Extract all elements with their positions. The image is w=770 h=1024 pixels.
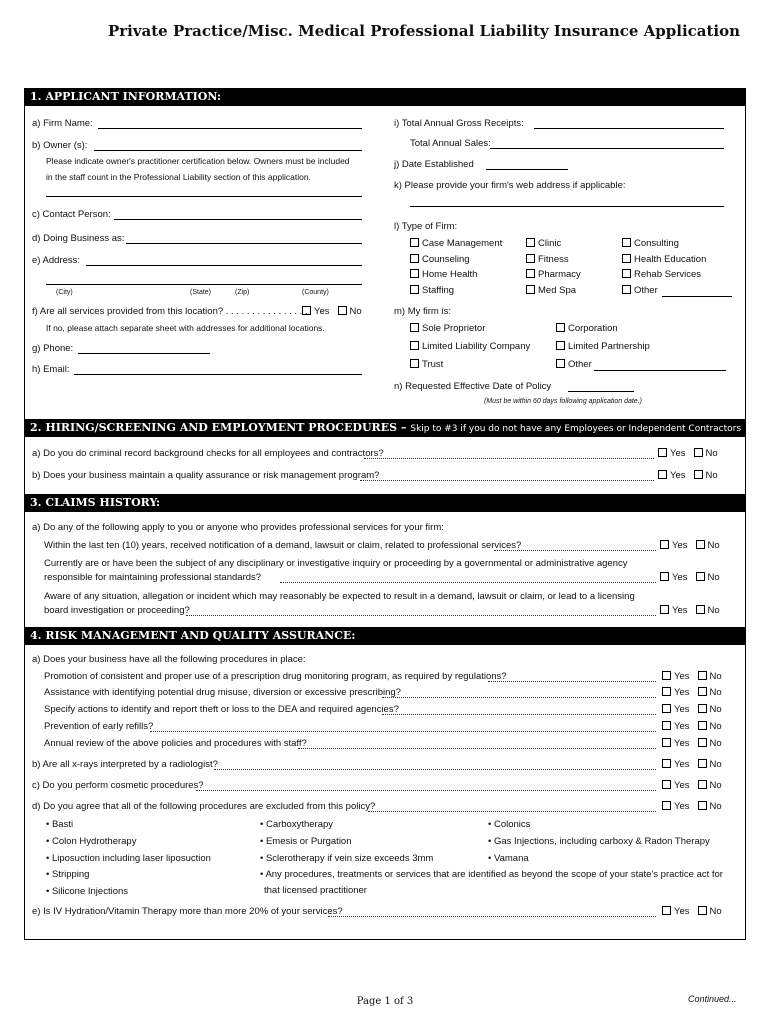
no-checkbox[interactable]	[698, 687, 707, 696]
checkbox[interactable]	[622, 254, 631, 263]
yes-checkbox[interactable]	[660, 572, 669, 581]
qa-program-yn	[658, 470, 718, 482]
checkbox[interactable]	[410, 269, 419, 278]
addr-county-label: (County)	[302, 289, 329, 296]
firm-option-sole-proprietor[interactable]	[410, 323, 485, 335]
contact-field[interactable]	[114, 219, 362, 220]
claims-q2-line2: responsible for maintaining professional standards?	[44, 572, 262, 583]
type-option-case-management[interactable]	[410, 238, 502, 250]
risk-item-yn	[662, 687, 722, 699]
claims-q3-yn	[660, 605, 720, 617]
no-label: No	[709, 801, 722, 812]
no-checkbox[interactable]	[698, 704, 707, 713]
yes-label: Yes	[674, 801, 690, 812]
firm-name-label: a) Firm Name:	[32, 118, 93, 129]
yes-label: Yes	[674, 704, 690, 715]
section-2-note: Skip to #3 if you do not have any Employees or Independent Contractors	[410, 424, 742, 434]
firm-is-label: m) My firm is:	[394, 306, 451, 317]
no-checkbox[interactable]	[698, 780, 707, 789]
addr-city-label: (City)	[56, 289, 73, 296]
dba-field[interactable]	[126, 243, 362, 244]
checkbox[interactable]	[622, 269, 631, 278]
yes-checkbox[interactable]	[662, 906, 671, 915]
yes-label: Yes	[674, 671, 690, 682]
exclusion-item: • Stripping	[46, 869, 90, 880]
firm-option-other[interactable]	[556, 359, 592, 371]
sales-label: Total Annual Sales:	[410, 138, 491, 149]
contact-label: c) Contact Person:	[32, 209, 111, 220]
address-label: e) Address:	[32, 255, 81, 266]
checkbox[interactable]	[526, 269, 535, 278]
website-field[interactable]	[410, 206, 724, 207]
leader-dots	[214, 769, 656, 770]
checkbox[interactable]	[556, 341, 565, 350]
checkbox[interactable]	[526, 254, 535, 263]
email-field[interactable]	[74, 374, 362, 375]
option-label: Corporation	[568, 323, 618, 334]
no-label: No	[709, 721, 722, 732]
no-checkbox[interactable]	[698, 738, 707, 747]
no-checkbox[interactable]	[698, 801, 707, 810]
option-label: Limited Liability Company	[422, 341, 531, 352]
leader-dots	[150, 731, 656, 732]
leader-dots	[196, 790, 656, 791]
established-label: j) Date Established	[394, 159, 474, 170]
yes-checkbox[interactable]	[658, 448, 667, 457]
no-label: No	[709, 738, 722, 749]
yes-checkbox[interactable]	[662, 721, 671, 730]
owners-field[interactable]	[94, 150, 362, 151]
leader-dots	[364, 458, 654, 459]
yes-label: Yes	[674, 721, 690, 732]
address-field-2[interactable]	[46, 284, 362, 285]
yes-checkbox[interactable]	[658, 470, 667, 479]
no-label: No	[709, 906, 722, 917]
checkbox[interactable]	[526, 238, 535, 247]
receipts-field[interactable]	[534, 128, 724, 129]
email-label: h) Email:	[32, 364, 70, 375]
option-label: Staffing	[422, 285, 455, 296]
type-of-firm-label: l) Type of Firm:	[394, 221, 458, 232]
no-label: No	[705, 470, 718, 481]
leader-dots	[382, 697, 656, 698]
leader-dots	[328, 916, 656, 917]
option-label: Rehab Services	[634, 269, 702, 280]
no-label: No	[705, 448, 718, 459]
yes-checkbox[interactable]	[662, 801, 671, 810]
yes-label: Yes	[672, 572, 688, 583]
iv-hydration-yn	[662, 906, 722, 918]
no-label: No	[709, 687, 722, 698]
leader-dots	[382, 714, 656, 715]
yes-checkbox[interactable]	[662, 671, 671, 680]
sales-field[interactable]	[490, 148, 724, 149]
page-number: Page 1 of 3	[356, 996, 414, 1007]
leader-dots	[298, 748, 656, 749]
no-checkbox[interactable]	[698, 721, 707, 730]
exclusion-item: • Liposuction including laser liposuction	[46, 853, 211, 864]
checkbox[interactable]	[410, 359, 419, 368]
background-check-question: a) Do you do criminal record background checks for all employees and contractors?	[32, 448, 384, 459]
yes-label: Yes	[670, 448, 686, 459]
option-label: Sole Proprietor	[422, 323, 486, 334]
type-option-pharmacy[interactable]	[526, 269, 581, 281]
same-location-question: f) Are all services provided from this location? . . . . . . . . . . . . . . . .	[32, 306, 308, 317]
exclusion-item: • Vamana	[488, 853, 529, 864]
checkbox[interactable]	[622, 285, 631, 294]
checkbox[interactable]	[410, 285, 419, 294]
website-label: k) Please provide your firm's web address if applicable:	[394, 180, 626, 191]
option-label: Clinic	[538, 238, 562, 249]
no-checkbox[interactable]	[338, 306, 347, 315]
checkbox[interactable]	[556, 359, 565, 368]
claims-q3-line2: board investigation or proceeding?	[44, 605, 190, 616]
risk-item: Prevention of early refills?	[44, 721, 154, 732]
option-label: Med Spa	[538, 285, 577, 296]
exclusion-item: • Sclerotherapy if vein size exceeds 3mm	[260, 853, 434, 864]
claims-q1-yn	[660, 540, 720, 552]
cosmetic-question: c) Do you perform cosmetic procedures?	[32, 780, 204, 791]
type-option-consulting[interactable]	[622, 238, 679, 250]
no-label: No	[709, 704, 722, 715]
yes-checkbox[interactable]	[660, 540, 669, 549]
yes-checkbox[interactable]	[660, 605, 669, 614]
option-label: Health Education	[634, 254, 707, 265]
no-checkbox[interactable]	[698, 671, 707, 680]
risk-item: Assistance with identifying potential drug misuse, diversion or excessive prescribing?	[44, 687, 401, 698]
type-option-clinic[interactable]	[526, 238, 561, 250]
option-label: Limited Partnership	[568, 341, 650, 352]
exclusion-item: • Colonics	[488, 819, 531, 830]
option-label: Case Management	[422, 238, 503, 249]
receipts-label: i) Total Annual Gross Receipts:	[394, 118, 524, 129]
yes-label: Yes	[674, 780, 690, 791]
type-option-med-spa[interactable]	[526, 285, 576, 297]
option-label: Other	[568, 359, 592, 370]
no-label: No	[707, 605, 720, 616]
exclusion-item: • Gas Injections, including carboxy & Radon Therapy	[488, 836, 710, 847]
owners-cert-field[interactable]	[46, 196, 362, 197]
no-checkbox[interactable]	[694, 448, 703, 457]
effective-date-note: (Must be within 60 days following application date.)	[484, 398, 642, 405]
section-2-title: 2. HIRING/SCREENING AND EMPLOYMENT PROCEDURES –	[30, 421, 407, 434]
yes-label: Yes	[670, 470, 686, 481]
established-field[interactable]	[486, 169, 568, 170]
exclusions-question: d) Do you agree that all of the following procedures are excluded from this policy?	[32, 801, 376, 812]
claims-q3-line1: Aware of any situation, allegation or incident which may reasonably be expected to result in a demand, lawsuit or claim, or lead to a licensing	[44, 591, 635, 602]
risk-item-yn	[662, 704, 722, 716]
same-location-yn	[302, 306, 362, 318]
leader-dots	[360, 480, 654, 481]
yes-checkbox[interactable]	[662, 738, 671, 747]
exclusion-item: • Silicone Injections	[46, 886, 129, 897]
firm-other-field[interactable]	[594, 370, 726, 371]
firm-option-corporation[interactable]	[556, 323, 618, 335]
option-label: Home Health	[422, 269, 478, 280]
section-2-header	[24, 419, 746, 437]
cosmetic-yn	[662, 780, 722, 792]
exclusion-item: • Carboxytherapy	[260, 819, 334, 830]
section-4-header: 4. RISK MANAGEMENT AND QUALITY ASSURANCE:	[24, 627, 746, 645]
checkbox[interactable]	[410, 238, 419, 247]
claims-q2-yn	[660, 572, 720, 584]
yes-checkbox[interactable]	[662, 704, 671, 713]
firm-option-llc[interactable]	[410, 341, 530, 353]
yes-label: Yes	[314, 306, 330, 317]
option-label: Fitness	[538, 254, 569, 265]
address-field-1[interactable]	[86, 265, 362, 266]
option-label: Other	[634, 285, 658, 296]
firm-option-limited-partnership[interactable]	[556, 341, 650, 353]
yes-checkbox[interactable]	[302, 306, 311, 315]
type-option-rehab-services[interactable]	[622, 269, 701, 281]
no-label: No	[707, 540, 720, 551]
section-3-header: 3. CLAIMS HISTORY:	[24, 494, 746, 512]
yes-checkbox[interactable]	[662, 780, 671, 789]
xray-question: b) Are all x-rays interpreted by a radiologist?	[32, 759, 218, 770]
checkbox[interactable]	[410, 323, 419, 332]
firm-option-trust[interactable]	[410, 359, 443, 371]
type-option-other[interactable]	[622, 285, 658, 297]
exclusion-item: • Basti	[46, 819, 74, 830]
leader-dots	[186, 615, 656, 616]
yes-label: Yes	[674, 687, 690, 698]
leader-dots	[280, 582, 656, 583]
yes-checkbox[interactable]	[662, 687, 671, 696]
risk-item: Promotion of consistent and proper use of a prescription drug monitoring program, as required by regulations?	[44, 671, 507, 682]
no-checkbox[interactable]	[696, 605, 705, 614]
xray-yn	[662, 759, 722, 771]
no-checkbox[interactable]	[698, 906, 707, 915]
option-label: Pharmacy	[538, 269, 581, 280]
risk-item: Annual review of the above policies and procedures with staff?	[44, 738, 307, 749]
yes-label: Yes	[674, 906, 690, 917]
no-label: No	[709, 671, 722, 682]
type-option-counseling[interactable]	[410, 254, 470, 266]
type-option-home-health[interactable]	[410, 269, 477, 281]
yes-label: Yes	[672, 605, 688, 616]
type-option-staffing[interactable]	[410, 285, 454, 297]
claims-q1: Within the last ten (10) years, received notification of a demand, lawsuit or claim, related to professional services?	[44, 540, 522, 551]
checkbox[interactable]	[526, 285, 535, 294]
risk-item: Specify actions to identify and report theft or loss to the DEA and required agencies?	[44, 704, 399, 715]
continued-note: Continued...	[688, 994, 737, 1004]
risk-item-yn	[662, 738, 722, 750]
option-label: Trust	[422, 359, 444, 370]
effective-date-label: n) Requested Effective Date of Policy	[394, 381, 552, 392]
risk-intro: a) Does your business have all the following procedures in place:	[32, 654, 306, 665]
claims-intro: a) Do any of the following apply to you or anyone who provides professional services for your firm:	[32, 522, 444, 533]
yes-checkbox[interactable]	[662, 759, 671, 768]
yes-label: Yes	[674, 738, 690, 749]
leader-dots	[488, 681, 656, 682]
no-checkbox[interactable]	[696, 572, 705, 581]
no-label: No	[709, 759, 722, 770]
checkbox[interactable]	[556, 323, 565, 332]
no-label: No	[349, 306, 362, 317]
risk-item-yn	[662, 671, 722, 683]
exclusion-item: • Any procedures, treatments or services that are identified as beyond the scope of your state's practice act for	[260, 869, 723, 880]
owners-note-2: in the staff count in the Professional Liability section of this application.	[46, 172, 311, 182]
type-other-field[interactable]	[662, 296, 732, 297]
type-option-health-education[interactable]	[622, 254, 706, 266]
exclusion-item: • Emesis or Purgation	[260, 836, 352, 847]
section-1-header: 1. APPLICANT INFORMATION:	[24, 88, 746, 106]
no-checkbox[interactable]	[698, 759, 707, 768]
no-checkbox[interactable]	[694, 470, 703, 479]
phone-field[interactable]	[78, 353, 210, 354]
background-check-yn	[658, 448, 718, 460]
qa-program-question: b) Does your business maintain a quality assurance or risk management program?	[32, 470, 380, 481]
claims-q2-line1: Currently are or have been the subject of any disciplinary or investigative inquiry or proceeding by a governmental or administrative agency	[44, 558, 628, 569]
page-title: Private Practice/Misc. Medical Professional Liability Insurance Application	[107, 22, 741, 40]
leader-dots	[368, 811, 656, 812]
phone-label: g) Phone:	[32, 343, 74, 354]
firm-name-field[interactable]	[98, 128, 362, 129]
no-label: No	[707, 572, 720, 583]
exclusion-item: • Colon Hydrotherapy	[46, 836, 137, 847]
exclusion-item-cont: that licensed practitioner	[264, 885, 367, 896]
checkbox[interactable]	[410, 341, 419, 350]
option-label: Consulting	[634, 238, 679, 249]
option-label: Counseling	[422, 254, 470, 265]
addr-zip-label: (Zip)	[235, 289, 250, 296]
checkbox[interactable]	[622, 238, 631, 247]
owners-note-1: Please indicate owner's practitioner certification below. Owners must be included	[46, 156, 350, 166]
type-option-fitness[interactable]	[526, 254, 569, 266]
no-checkbox[interactable]	[696, 540, 705, 549]
leader-dots	[494, 550, 656, 551]
effective-date-field[interactable]	[568, 391, 634, 392]
yes-label: Yes	[674, 759, 690, 770]
owners-label: b) Owner (s):	[32, 140, 88, 151]
iv-hydration-question: e) Is IV Hydration/Vitamin Therapy more than more 20% of your services?	[32, 906, 343, 917]
no-label: No	[709, 780, 722, 791]
yes-label: Yes	[672, 540, 688, 551]
exclusions-yn	[662, 801, 722, 813]
checkbox[interactable]	[410, 254, 419, 263]
risk-item-yn	[662, 721, 722, 733]
dba-label: d) Doing Business as:	[32, 233, 125, 244]
same-location-note: If no, please attach separate sheet with addresses for additional locations.	[46, 323, 325, 333]
addr-state-label: (State)	[190, 289, 212, 296]
